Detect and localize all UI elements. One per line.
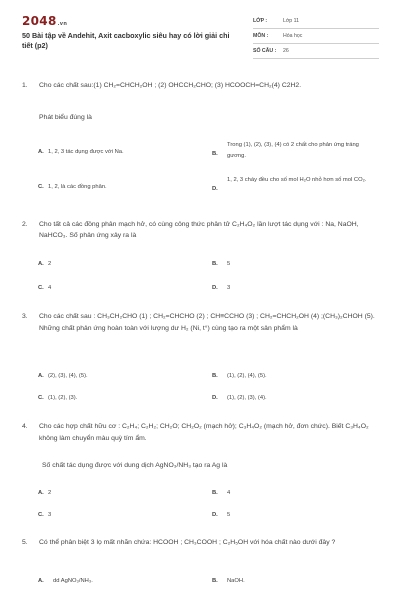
option-letter: C. bbox=[38, 184, 44, 190]
question-stem: Cho các chất sau:(1) CH₂=CHCH₂OH ; (2) OHCCH₂CHO; (3) HCOOCH=CH₂(4) C2H2. bbox=[39, 82, 302, 89]
option-text: 4 bbox=[227, 490, 231, 496]
option-text: 3 bbox=[48, 512, 52, 518]
option-letter: D. bbox=[212, 285, 218, 291]
option-text: 5 bbox=[227, 512, 231, 518]
question-number: 1. bbox=[22, 82, 28, 89]
option-letter: B. bbox=[212, 373, 218, 379]
option-letter: B. bbox=[212, 261, 218, 267]
option-letter: A. bbox=[38, 490, 44, 496]
option-text: 1, 2, 3 cháy đều cho số mol H₂O nhỏ hơn số mol CO₂. bbox=[227, 177, 367, 183]
meta-value: Lớp 11 bbox=[283, 18, 299, 24]
logo-suffix: .vn bbox=[57, 21, 68, 27]
option-letter: B. bbox=[212, 578, 218, 584]
option-text: 3 bbox=[227, 285, 231, 291]
option-text: 4 bbox=[48, 285, 52, 291]
question-stem: Cho các chất sau : CH₃CH₂CHO (1) ; CH₂=CHCHO (2) ; CH≡CCHO (3) ; CH₂=CHCH₂OH (4) ;(CH₃)₂CHOH (5). Những chất phản ứng hoàn toàn với lượng dư H₂ (Ni, t°) cùng tạo ra một sản phẩm là bbox=[39, 313, 375, 332]
option-text: dd AgNO₃/NH₃. bbox=[53, 578, 93, 584]
meta-row-subject bbox=[253, 29, 379, 44]
option-letter: B. bbox=[212, 151, 218, 157]
option-letter: D. bbox=[212, 512, 218, 518]
meta-row-count bbox=[253, 44, 379, 59]
question-stem: Cho tất cả các đồng phân mạch hở, có cùng công thức phân tử C₂H₄O₂ lần lượt tác dụng với : Na, NaOH, NaHCO₃. Số phản ứng xảy ra là bbox=[39, 221, 359, 239]
option-letter: C. bbox=[38, 285, 44, 291]
page-header bbox=[0, 0, 400, 60]
option-text: 2 bbox=[48, 261, 52, 267]
option-text: (2), (3), (4), (5). bbox=[48, 373, 88, 379]
document-title: 50 Bài tập về Andehit, Axit cacboxylic siêu hay có lời giải chi tiết (p2) bbox=[22, 31, 230, 50]
question-stem: Cho các hợp chất hữu cơ : C₂H₄; C₂H₂; CH₂O; CH₂O₂ (mạch hở); C₃H₄O₂ (mạch hở, đơn chức). Biết C₃H₄O₂ không làm chuyển màu quỳ tím ẩm. bbox=[39, 423, 369, 442]
option-letter: A. bbox=[38, 149, 44, 155]
meta-table bbox=[253, 14, 379, 59]
question-number: 3. bbox=[22, 313, 28, 320]
option-text: NaOH. bbox=[227, 578, 245, 584]
option-text: 5 bbox=[227, 261, 231, 267]
question-prompt: Phát biểu đúng là bbox=[39, 114, 92, 121]
option-letter: A. bbox=[38, 261, 44, 267]
option-letter: D. bbox=[212, 395, 218, 401]
option-letter: C. bbox=[38, 395, 44, 401]
meta-value: 26 bbox=[283, 48, 289, 54]
option-letter: B. bbox=[212, 490, 218, 496]
option-letter: A. bbox=[38, 578, 44, 584]
option-text: (1), (2), (3). bbox=[48, 395, 78, 401]
site-logo[interactable] bbox=[22, 14, 67, 28]
meta-key: LỚP : bbox=[253, 18, 268, 24]
option-letter: C. bbox=[38, 512, 44, 518]
option-text: 1, 2, 3 tác dụng được với Na. bbox=[48, 149, 124, 155]
option-text: 1, 2, là các đồng phân. bbox=[48, 184, 107, 190]
question-number: 2. bbox=[22, 221, 28, 228]
option-text: (1), (2), (3), (4). bbox=[227, 395, 267, 401]
question-number: 5. bbox=[22, 539, 28, 546]
option-text: (1), (2), (4), (5). bbox=[227, 373, 267, 379]
option-text: 2 bbox=[48, 490, 52, 496]
meta-value: Hóa học bbox=[283, 33, 303, 39]
question-prompt: Số chất tác dụng được với dung dịch AgNO₃/NH₃ tạo ra Ag là bbox=[42, 462, 228, 469]
meta-key: SỐ CÂU : bbox=[253, 48, 277, 54]
meta-row-grade bbox=[253, 14, 379, 29]
question-stem: Có thể phân biệt 3 lọ mất nhãn chứa: HCOOH ; CH₃COOH ; C₂H₅OH với hóa chất nào dưới đây ? bbox=[39, 539, 336, 546]
meta-key: MÔN : bbox=[253, 33, 269, 39]
option-text: Trong (1), (2), (3), (4) có 2 chất cho phản ứng tráng gương. bbox=[227, 142, 359, 159]
question-number: 4. bbox=[22, 423, 28, 430]
logo-text: 2048 bbox=[22, 14, 57, 28]
option-letter: A. bbox=[38, 373, 44, 379]
option-letter: D. bbox=[212, 186, 218, 192]
